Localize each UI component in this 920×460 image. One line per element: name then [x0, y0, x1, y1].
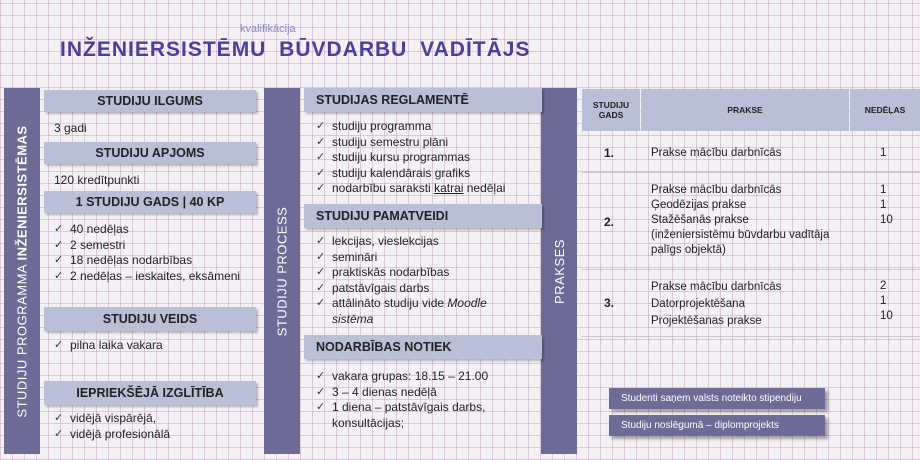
- practice-item: Stažēšanās prakse: [651, 214, 749, 226]
- first-year-list: [54, 222, 244, 284]
- list-item: ✓ vidējā profesionālā: [54, 427, 244, 443]
- list-item: ✓ studiju kursu programmas: [316, 150, 536, 166]
- regulation-header: STUDIJAS REGLAMENTĒ: [304, 88, 542, 112]
- weeks-value: 10: [880, 214, 893, 226]
- table-row-practice: [651, 183, 851, 258]
- practice-item: Ģeodēzijas prakse: [651, 199, 747, 211]
- list-item: ✓ praktiskās nodarbības: [316, 265, 526, 281]
- list-item: ✓ studiju kalendārais grafiks: [316, 166, 536, 182]
- table-row-year: 3.: [604, 296, 615, 310]
- process-side-bar: [264, 88, 300, 454]
- study-type-list: [54, 338, 244, 354]
- table-row-practice: [651, 146, 851, 161]
- table-row-weeks: [880, 146, 886, 161]
- table-row-weeks: [880, 183, 893, 228]
- practice-side-bar: [541, 88, 577, 454]
- list-item: ✓ 40 nedēļas: [54, 222, 244, 238]
- weeks-value: 2: [880, 280, 887, 292]
- list-item: ✓ patstāvīgais darbs: [316, 281, 526, 297]
- study-forms-list: [316, 234, 526, 327]
- volume-header: STUDIJU APJOMS: [44, 142, 256, 164]
- program-label-prefix: STUDIJU PROGRAMMA: [14, 260, 30, 418]
- list-item: ✓ 18 nedēļas nodarbības: [54, 253, 244, 269]
- list-item: ✓ pilna laika vakara: [54, 338, 244, 354]
- schedule-text-end: nedēļai: [463, 181, 506, 195]
- first-year-header: 1 STUDIJU GADS | 40 KP: [44, 191, 256, 213]
- weeks-value: 1: [880, 295, 887, 307]
- study-forms-header: STUDIJU PAMATVEIDI: [304, 204, 542, 228]
- duration-value: 3 gadi: [54, 121, 87, 135]
- practice-item: Prakse mācību darbnīcās: [651, 184, 782, 196]
- page-title: INŽENIERSISTĒMU BŪVDARBU VADĪTĀJS: [60, 38, 531, 61]
- list-item: ✓ 2 nedēļas – ieskaites, eksāmeni: [54, 269, 244, 285]
- practice-item: (inženiersistēmu būvdarbu vadītāja palīgs objektā): [651, 229, 830, 256]
- table-row-year: 2.: [604, 215, 615, 229]
- classes-header: NODARBĪBAS NOTIEK: [304, 335, 542, 359]
- list-item: [316, 296, 526, 327]
- program-side-label: [15, 125, 30, 417]
- row-divider: [582, 336, 920, 337]
- practice-side-label: PRAKSES: [551, 238, 567, 304]
- schedule-emphasis: katrai: [434, 181, 464, 195]
- table-header-weeks: NEDĒĻAS: [850, 89, 920, 131]
- previous-education-list: [54, 411, 244, 442]
- schedule-text: nodarbību saraksti: [332, 181, 435, 195]
- list-item: ✓ 3 – 4 dienas nedēļā: [316, 385, 526, 401]
- list-item: [316, 181, 536, 197]
- practice-item: Datorprojektēšana: [651, 298, 745, 310]
- row-divider: [582, 172, 920, 173]
- table-header-practice: PRAKSE: [641, 89, 849, 131]
- weeks-value: 1: [880, 184, 887, 196]
- stipend-note: Studenti saņem valsts noteikto stipendiju: [609, 388, 825, 409]
- study-type-header: STUDIJU VEIDS: [44, 307, 256, 331]
- list-item: ✓ studiju semestru plāni: [316, 135, 536, 151]
- list-item: ✓ vidējā vispārējā,: [54, 411, 244, 427]
- practice-item: Projektēšanas prakse: [651, 315, 762, 327]
- list-item: ✓ lekcijas, vieslekcijas: [316, 234, 526, 250]
- regulation-list: [316, 119, 536, 197]
- list-item: ✓ studiju programma: [316, 119, 536, 135]
- weeks-value: 1: [880, 147, 887, 159]
- weeks-value: 10: [880, 310, 893, 322]
- volume-value: 120 kredītpunkti: [54, 173, 140, 187]
- qualification-label: kvalifikācija: [240, 23, 296, 35]
- practice-item: Prakse mācību darbnīcās: [651, 147, 782, 159]
- list-item: ✓ 1 diena – patstāvīgais darbs, konsultācijas;: [316, 400, 526, 431]
- previous-education-header: IEPRIEKŠĒJĀ IZGLĪTĪBA: [44, 381, 256, 405]
- practice-item: Prakse mācību darbnīcās: [651, 281, 782, 293]
- table-header-year: STUDIJU GADS: [582, 89, 640, 131]
- program-label-name: INŽENIERSISTĒMAS: [14, 124, 30, 261]
- table-row-year: 1.: [604, 146, 615, 160]
- process-side-label: STUDIJU PROCESS: [274, 206, 290, 336]
- remote-study-text: attālināto studiju vide: [332, 296, 448, 310]
- classes-list: [316, 369, 526, 431]
- row-divider: [582, 269, 920, 270]
- final-project-note: Studiju noslēgumā – diplomprojekts: [609, 415, 825, 436]
- moodle-text: Moodle sistēma: [332, 296, 487, 326]
- table-row-practice: [651, 279, 851, 330]
- table-row-weeks: [880, 279, 893, 324]
- list-item: ✓ semināri: [316, 250, 526, 266]
- weeks-value: 1: [880, 199, 887, 211]
- list-item: ✓ vakara grupas: 18.15 – 21.00: [316, 369, 526, 385]
- duration-header: STUDIJU ILGUMS: [44, 90, 256, 112]
- list-item: ✓ 2 semestri: [54, 238, 244, 254]
- program-side-bar: [4, 88, 40, 454]
